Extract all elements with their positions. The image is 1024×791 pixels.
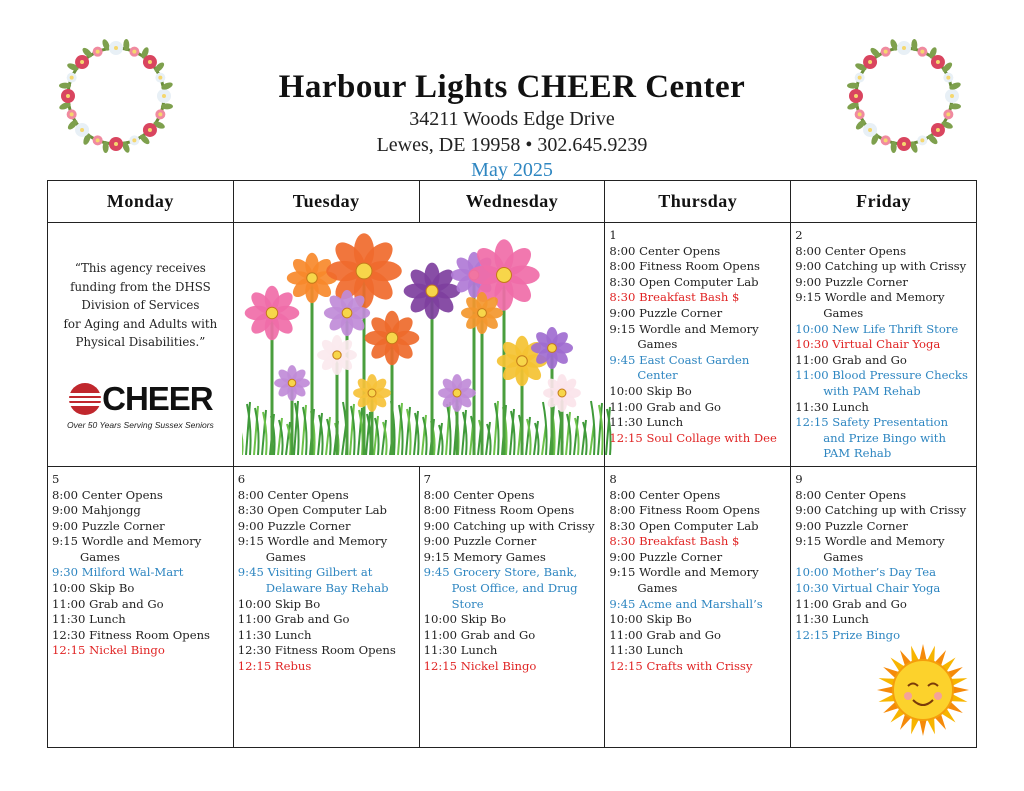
event-item: 8:00 Fitness Room Opens [609, 259, 761, 274]
event-item: 11:30 Lunch [609, 415, 684, 430]
event-item: 11:00 Grab and Go [609, 627, 722, 642]
event-item: 9:45 Visiting Gilbert at Delaware Bay Rehab [237, 565, 389, 596]
event-item: 9:45 East Coast Garden Center [609, 352, 750, 383]
day-number: 7 [423, 471, 431, 486]
event-list [609, 488, 786, 675]
event-item: 9:00 Puzzle Corner [795, 518, 908, 533]
event-item: 10:00 Mother’s Day Tea [795, 565, 937, 580]
event-item: 9:45 Acme and Marshall’s [609, 596, 763, 611]
event-item: 9:00 Puzzle Corner [237, 518, 351, 533]
page-header [0, 68, 1024, 182]
day-cell-1 [605, 223, 791, 467]
day-number: 2 [795, 228, 803, 242]
page-title: Harbour Lights CHEER Center [278, 69, 746, 105]
event-item: 10:00 Skip Bo [609, 612, 692, 627]
flower-illustration-cell [233, 223, 605, 467]
weekday-friday: Friday [791, 181, 977, 223]
event-item: 12:15 Rebus [237, 659, 312, 674]
event-item: 11:30 Lunch [423, 643, 498, 658]
notice-line: for Aging and Adults with [63, 316, 218, 331]
event-item: 8:00 Fitness Room Opens [609, 503, 761, 518]
day-number: 6 [237, 471, 246, 486]
event-item: 10:00 Skip Bo [52, 581, 135, 596]
event-item: 12:15 Soul Collage with Dee [609, 430, 777, 445]
weekday-monday: Monday [48, 181, 234, 223]
event-list [424, 488, 601, 675]
event-list [795, 488, 972, 644]
event-item: 11:30 Lunch [795, 612, 869, 627]
event-item: 8:00 Center Opens [795, 487, 907, 502]
event-item: 9:00 Catching up with Crissy [795, 503, 967, 518]
event-item: 10:30 Virtual Chair Yoga [795, 337, 941, 352]
day-cell-5 [48, 466, 234, 747]
event-item: 8:00 Center Opens [609, 243, 721, 258]
event-item: 9:00 Catching up with Crissy [795, 259, 967, 274]
flower-garden-illustration-icon [242, 233, 612, 455]
event-item: 11:30 Lunch [609, 643, 684, 658]
event-item: 11:30 Lunch [52, 612, 126, 627]
day-number: 1 [609, 228, 617, 242]
day-cell-2 [791, 223, 977, 467]
event-item: 9:00 Puzzle Corner [795, 274, 908, 289]
day-cell-7 [419, 466, 605, 747]
event-item: 10:00 Skip Bo [609, 383, 692, 398]
event-item: 9:15 Memory Games [423, 549, 546, 564]
event-item: 9:00 Catching up with Crissy [423, 518, 595, 533]
weekday-tuesday: Tuesday [233, 181, 419, 223]
event-item: 11:00 Grab and Go [795, 352, 907, 367]
event-item: 8:00 Center Opens [237, 487, 349, 502]
weekday-header-row [48, 181, 977, 223]
event-item: 9:15 Wordle and Memory Games [609, 565, 759, 596]
event-item: 11:00 Grab and Go [237, 612, 350, 627]
event-item: 9:15 Wordle and Memory Games [795, 534, 945, 564]
event-item: 11:00 Grab and Go [609, 399, 722, 414]
event-item: 8:30 Open Computer Lab [609, 518, 759, 533]
event-item: 9:45 Grocery Store, Bank, Post Office, and Drug Store [423, 565, 578, 611]
event-item: 8:00 Center Opens [795, 243, 907, 258]
cheer-logo [52, 379, 229, 417]
event-item: 9:15 Wordle and Memory Games [609, 321, 759, 352]
event-item: 8:30 Open Computer Lab [609, 274, 759, 289]
notice-line: “This agency receives [74, 261, 206, 275]
event-item: 12:30 Fitness Room Opens [237, 643, 396, 658]
notice-line: Physical Disabilities.” [75, 335, 206, 349]
calendar-table [47, 180, 977, 748]
address-line-1: 34211 Woods Edge Drive [409, 108, 615, 130]
event-item: 11:30 Lunch [237, 627, 312, 642]
event-item: 8:30 Breakfast Bash $ [609, 290, 740, 305]
event-item: 12:30 Fitness Room Opens [52, 627, 210, 642]
event-item: 12:15 Safety Presentation and Prize Bingo with PAM Rehab [795, 415, 949, 461]
event-item: 12:15 Nickel Bingo [423, 659, 537, 674]
week-row-1 [48, 223, 977, 467]
weekday-wednesday: Wednesday [419, 181, 605, 223]
event-item: 8:00 Center Opens [423, 487, 535, 502]
smiling-sun-icon [875, 642, 971, 738]
event-item: 9:15 Wordle and Memory Games [52, 534, 202, 564]
event-item: 8:00 Center Opens [609, 487, 721, 502]
event-list [609, 244, 786, 447]
day-number: 9 [795, 471, 803, 486]
notice-line: funding from the DHSS [70, 279, 211, 294]
event-list [52, 488, 229, 660]
event-item: 11:00 Blood Pressure Checks with PAM Rehab [795, 368, 968, 398]
event-item: 9:00 Puzzle Corner [52, 518, 165, 533]
funding-notice-cell [48, 223, 234, 467]
funding-notice [52, 259, 229, 352]
cheer-logo-tagline: Over 50 Years Serving Sussex Seniors [67, 419, 214, 430]
event-item: 9:00 Puzzle Corner [423, 534, 537, 549]
event-item: 10:00 Skip Bo [237, 596, 321, 611]
address-line-2: Lewes, DE 19958 • 302.645.9239 [376, 134, 648, 156]
event-item: 12:15 Nickel Bingo [52, 643, 165, 658]
event-item: 9:15 Wordle and Memory Games [795, 290, 945, 320]
day-number: 5 [52, 471, 60, 486]
event-item: 9:00 Mahjongg [52, 503, 141, 518]
event-item: 10:30 Virtual Chair Yoga [795, 581, 941, 596]
event-item: 9:30 Milford Wal-Mart [52, 565, 184, 580]
event-item: 11:30 Lunch [795, 399, 869, 414]
event-item: 8:00 Center Opens [52, 487, 163, 502]
event-item: 10:00 Skip Bo [423, 612, 506, 627]
event-list [795, 244, 972, 462]
month-label: May 2025 [471, 159, 553, 181]
event-item: 9:15 Wordle and Memory Games [237, 534, 388, 564]
event-list [238, 488, 415, 675]
event-item: 8:00 Fitness Room Opens [423, 503, 575, 518]
event-item: 11:00 Grab and Go [52, 596, 164, 611]
week-row-2 [48, 466, 977, 747]
event-item: 11:00 Grab and Go [795, 596, 907, 611]
event-item: 9:00 Puzzle Corner [609, 305, 723, 320]
day-number: 8 [609, 471, 617, 486]
cheer-logo-text: CHEER [102, 379, 213, 417]
event-item: 10:00 New Life Thrift Store [795, 321, 959, 336]
notice-line: Division of Services [81, 298, 200, 312]
event-item: 9:00 Puzzle Corner [609, 549, 723, 564]
day-cell-6 [233, 466, 419, 747]
event-item: 8:30 Breakfast Bash $ [609, 534, 740, 549]
event-item: 11:00 Grab and Go [423, 627, 536, 642]
cheer-logo-icon [68, 382, 102, 416]
day-cell-8 [605, 466, 791, 747]
weekday-thursday: Thursday [605, 181, 791, 223]
event-item: 12:15 Crafts with Crissy [609, 659, 753, 674]
event-item: 12:15 Prize Bingo [795, 627, 901, 642]
event-item: 8:30 Open Computer Lab [237, 503, 387, 518]
